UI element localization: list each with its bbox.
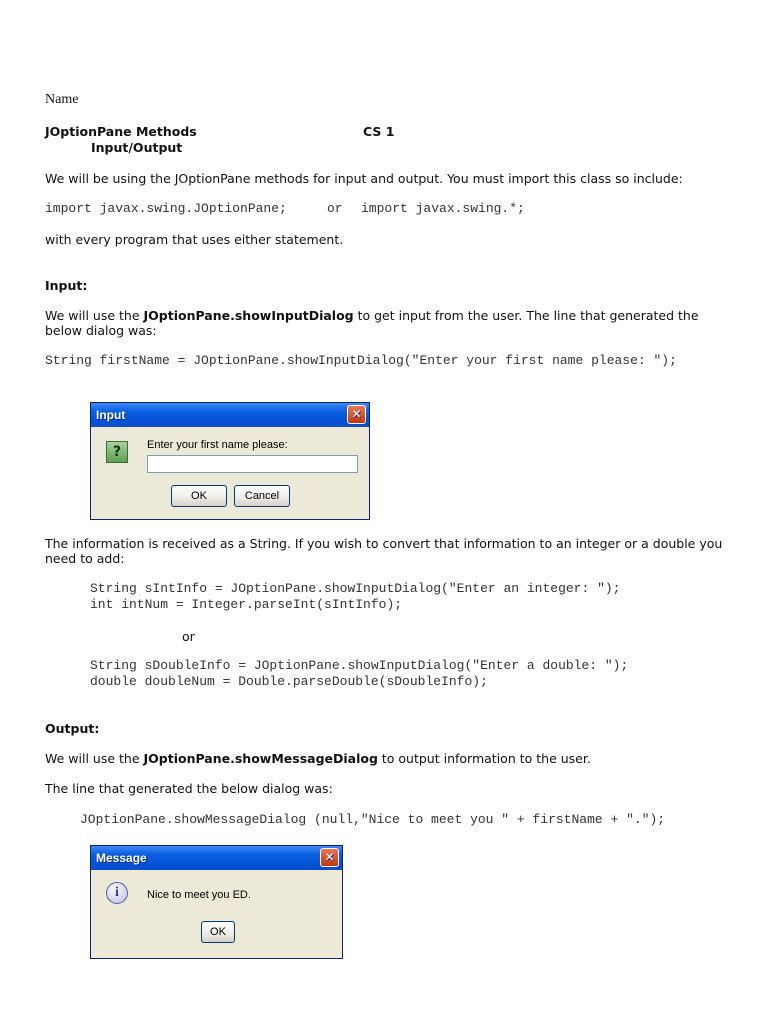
intro-text: We will be using the JOptionPane methods for input and output. You must import this class so include:	[45, 171, 683, 186]
first-name-input[interactable]	[147, 455, 358, 473]
message-dialog-title: Message	[96, 851, 147, 865]
question-icon: ?	[106, 441, 128, 463]
input-dialog-title: Input	[96, 408, 126, 422]
name-label: Name	[45, 92, 79, 107]
convert-text: The information is received as a String. If you wish to convert that information to an integer or a double you need to add:	[45, 536, 723, 566]
code-double-1: String sDoubleInfo = JOptionPane.showInputDialog("Enter a double: ");	[90, 658, 629, 673]
output-heading: Output:	[45, 721, 100, 736]
code-or: or	[327, 201, 343, 216]
code-import-1: import javax.swing.JOptionPane;	[45, 201, 287, 216]
info-icon: i	[106, 882, 128, 904]
code-int-1: String sIntInfo = JOptionPane.showInputDialog("Enter an integer: ");	[90, 581, 621, 596]
output-code-line: JOptionPane.showMessageDialog (null,"Nice to meet you " + firstName + ".");	[80, 812, 666, 827]
input-dialog-ok-button[interactable]: OK	[171, 485, 227, 507]
input-method-name: JOptionPane.showInputDialog	[143, 308, 354, 323]
intro-after: with every program that uses either statement.	[45, 232, 344, 247]
or-text: or	[182, 629, 195, 644]
message-dialog-titlebar	[91, 846, 342, 870]
input-heading: Input:	[45, 278, 88, 293]
input-dialog-titlebar	[91, 403, 369, 427]
input-dialog-cancel-button[interactable]: Cancel	[234, 485, 290, 507]
message-dialog-close-icon[interactable]: ✕	[320, 848, 339, 867]
doc-title: JOptionPane Methods	[45, 124, 197, 139]
input-dialog-close-icon[interactable]: ✕	[347, 405, 366, 424]
doc-subtitle: Input/Output	[91, 140, 183, 155]
code-import-2: import javax.swing.*;	[361, 201, 525, 216]
input-dialog	[90, 402, 370, 520]
message-text: Nice to meet you ED.	[147, 889, 251, 901]
message-dialog	[90, 845, 343, 959]
code-int-2: int intNum = Integer.parseInt(sIntInfo);	[90, 597, 403, 612]
message-dialog-ok-button[interactable]: OK	[201, 921, 235, 943]
code-double-2: double doubleNum = Double.parseDouble(sDoubleInfo);	[90, 674, 488, 689]
output-intro: We will use the JOptionPane.showMessageDialog to output information to the user.	[45, 751, 591, 766]
input-code-line: String firstName = JOptionPane.showInputDialog("Enter your first name please: ");	[45, 353, 677, 368]
output-method-name: JOptionPane.showMessageDialog	[143, 751, 378, 766]
input-dialog-prompt: Enter your first name please:	[147, 439, 288, 451]
course-label: CS 1	[363, 124, 395, 139]
output-line-text: The line that generated the below dialog was:	[45, 781, 333, 796]
input-intro: We will use the JOptionPane.showInputDialog to get input from the user. The line that generated the below dialog was:	[45, 308, 699, 338]
